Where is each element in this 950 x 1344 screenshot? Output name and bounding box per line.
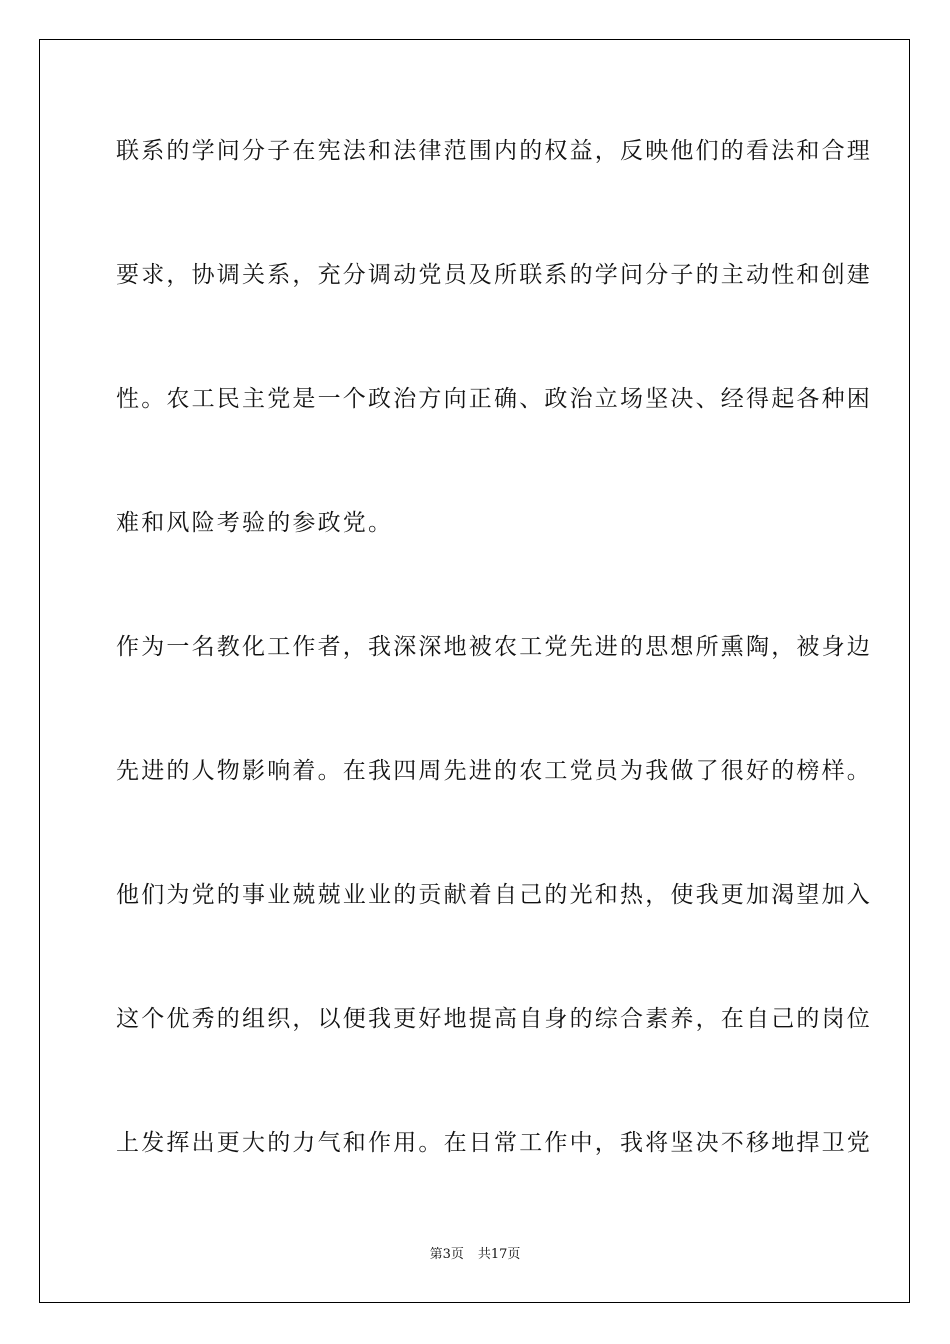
text-line: 要求，协调关系，充分调动党员及所联系的学问分子的主动性和创建 [116, 262, 872, 288]
text-line: 联系的学问分子在宪法和法律范围内的权益，反映他们的看法和合理 [116, 138, 872, 164]
text-line: 性。农工民主党是一个政治方向正确、政治立场坚决、经得起各种困 [116, 386, 872, 412]
page-border [39, 39, 910, 1303]
page-number: 第3页 [429, 1247, 464, 1262]
text-line: 难和风险考验的参政党。 [116, 510, 394, 536]
text-line: 这个优秀的组织，以便我更好地提高自身的综合素养，在自己的岗位 [116, 1006, 872, 1032]
text-line: 上发挥出更大的力气和作用。在日常工作中，我将坚决不移地捍卫党 [116, 1130, 872, 1156]
total-pages: 共17页 [477, 1247, 521, 1262]
page-footer [0, 1246, 950, 1264]
text-line: 作为一名教化工作者，我深深地被农工党先进的思想所熏陶，被身边 [116, 634, 872, 660]
text-line: 他们为党的事业兢兢业业的贡献着自己的光和热，使我更加渴望加入 [116, 882, 872, 908]
text-line: 先进的人物影响着。在我四周先进的农工党员为我做了很好的榜样。 [116, 758, 872, 784]
